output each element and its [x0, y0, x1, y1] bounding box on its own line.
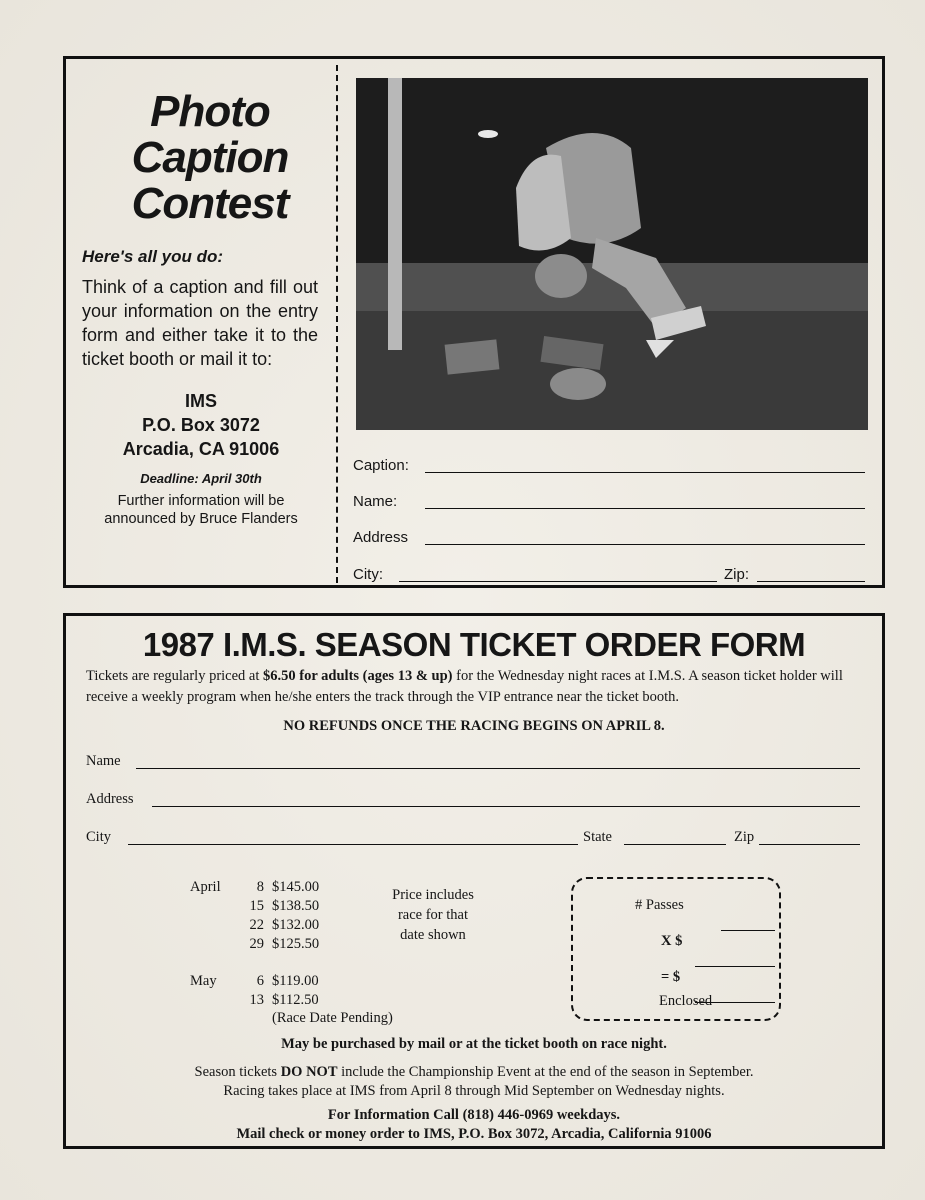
zip-label: Zip:	[724, 566, 750, 583]
city-label: City:	[353, 566, 383, 583]
order-city-input[interactable]	[128, 844, 578, 845]
howto-heading: Here's all you do:	[82, 247, 224, 266]
order-zip-input[interactable]	[759, 844, 860, 845]
zip-input[interactable]	[757, 581, 865, 582]
photo-caption-contest-box	[63, 56, 885, 588]
order-state-input[interactable]	[624, 844, 726, 845]
order-address-input[interactable]	[152, 806, 860, 807]
price-note: Price includes race for that date shown	[392, 887, 474, 943]
total-label: = $	[661, 969, 681, 985]
mail-instructions: Mail check or money order to IMS, P.O. Box 3072, Arcadia, California 91006	[236, 1126, 712, 1142]
contest-deadline: Deadline: April 30th	[140, 471, 262, 486]
name-input[interactable]	[425, 508, 865, 509]
caption-label: Caption:	[353, 457, 409, 474]
order-address-row	[86, 789, 866, 811]
city-zip-entry	[353, 563, 865, 585]
contest-instructions-column	[78, 59, 324, 528]
order-state-label: State	[583, 829, 612, 845]
price-multiplier-label: X $	[661, 933, 683, 949]
caption-input[interactable]	[425, 472, 865, 473]
order-city-row	[86, 827, 866, 849]
name-label: Name:	[353, 493, 398, 510]
contest-title: Photo Caption Contest	[131, 87, 289, 228]
order-name-label: Name	[86, 753, 121, 769]
purchase-note: May be purchased by mail or at the ticket booth on race night.	[281, 1036, 667, 1052]
order-calculation-box	[571, 877, 781, 1021]
contest-photo	[356, 78, 868, 430]
city-input[interactable]	[399, 581, 717, 582]
order-zip-label: Zip	[734, 829, 755, 845]
season-exclusion-note: Season tickets DO NOT include the Championship Event at the end of the season in September.	[194, 1064, 754, 1080]
ticket-intro: Tickets are regularly priced at $6.50 for adults (ages 13 & up) for the Wednesday night races at I.M.S. A season ticket holder will receive a weekly program when he/she enters the track through the VIP entrance near the ticket booth.	[86, 668, 843, 705]
passes-label: # Passes	[635, 897, 684, 913]
price-input[interactable]	[695, 949, 775, 967]
racing-schedule-note: Racing takes place at IMS from April 8 through Mid September on Wednesday nights.	[223, 1083, 725, 1099]
caption-entry	[353, 454, 865, 476]
info-phone: For Information Call (818) 446-0969 weekdays.	[327, 1107, 621, 1123]
no-refunds-notice: NO REFUNDS ONCE THE RACING BEGINS ON APRIL 8.	[283, 718, 665, 734]
mailing-address: IMS P.O. Box 3072 Arcadia, CA 91006	[122, 391, 280, 459]
order-address-label: Address	[86, 791, 134, 807]
further-info: Further information will be announced by Bruce Flanders	[104, 493, 298, 527]
order-name-input[interactable]	[136, 768, 860, 769]
address-entry	[353, 526, 865, 548]
passes-input[interactable]	[721, 913, 775, 931]
address-label: Address	[353, 529, 409, 546]
dashed-divider	[336, 65, 338, 583]
order-form-title: 1987 I.M.S. SEASON TICKET ORDER FORM	[142, 626, 806, 663]
season-ticket-order-form: 1987 I.M.S. SEASON TICKET ORDER FORM Tickets are regularly priced at $6.50 for adults (ages 13 & up) for the Wednesday night races at I.M.S. A season ticket holder will receive a weekly program when he/she enters the track through the VIP entrance near the ticket booth. NO REFUNDS ONCE THE RACING BEGINS ON APRIL 8. Name Address City State Zip April 8 $145.00 15 $138.50 22 $132.00 29 $125.50 May 6 $119.00 13 $112.50 (Race Date Pending) Price includes race for that date shown # Passes X $ = $ Enclosed May be purchased by mail or at the ticket booth on race night. Season tickets DO NOT include the Championship Event at the end of the season in September. Racing takes place at IMS from April 8 through Mid September on Wednesday nights. For Information Call (818) 446-0969 weekdays. Mail check or money order to IMS, P.O. Box 3072, Arcadia, California 91006	[63, 613, 885, 1149]
contest-instructions: Think of a caption and fill out your information on the entry form and either take it to the ticket booth or mail it to:	[82, 277, 318, 369]
order-city-label: City	[86, 829, 111, 845]
name-entry	[353, 490, 865, 512]
enclosed-label: Enclosed	[659, 993, 713, 1009]
race-date-pending: (Race Date Pending)	[272, 1010, 393, 1026]
order-name-row	[86, 751, 866, 773]
address-input[interactable]	[425, 544, 865, 545]
